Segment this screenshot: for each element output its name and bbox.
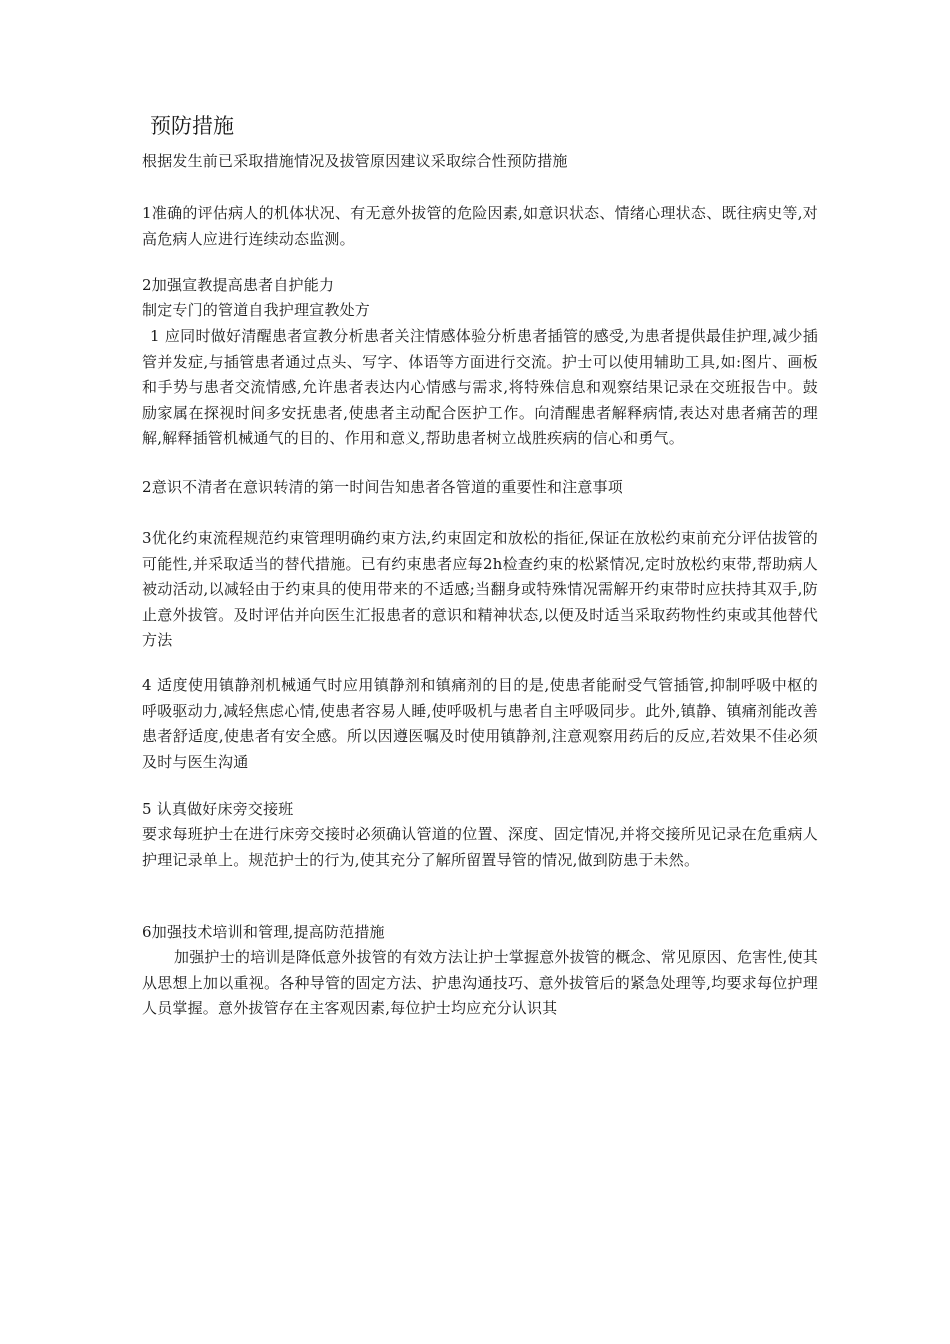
section-6-paragraph: 加强护士的培训是降低意外拔管的有效方法让护士掌握意外拔管的概念、常见原因、危害性,使其从思想上加以重视。各种导管的固定方法、护患沟通技巧、意外拔管后的紧急处理等,均要求每位护理人员掌握。意外拔管存在主客观因素,每位护士均应充分认识其 [142,948,818,1017]
section-5-heading: 5 认真做好床旁交接班 [142,800,294,818]
section-4-paragraph: 4 适度使用镇静剂机械通气时应用镇静剂和镇痛剂的目的是,使患者能耐受气管插管,抑制呼吸中枢的呼吸驱动力,减轻焦虑心情,使患者容易人睡,使呼吸机与患者自主呼吸同步。此外,镇静、镇痛剂能改善患者舒适度,使患者有安全感。所以因遵医嘱及时使用镇静剂,注意观察用药后的反应,若效果不佳必须及时与医生沟通 [142,676,818,771]
section-3-paragraph: 3优化约束流程规范约束管理明确约束方法,约束固定和放松的指征,保证在放松约束前充分评估拔管的可能性,并采取适当的替代措施。已有约束患者应每2h检查约束的松紧情况,定时放松约束带,帮助病人被动活动,以减轻由于约束具的使用带来的不适感;当翻身或特殊情况需解开约束带时应扶持其双手,防止意外拔管。及时评估并向医生汇报患者的意识和精神状态,以便及时适当采取药物性约束或其他替代方法 [142,529,818,649]
section-2-item-2: 2意识不清者在意识转清的第一时间告知患者各管道的重要性和注意事项 [142,478,623,496]
section-1-paragraph: 1准确的评估病人的机体状况、有无意外拔管的危险因素,如意识状态、情绪心理状态、既往病史等,对高危病人应进行连续动态监测。 [142,204,818,248]
section-2-subheading: 制定专门的管道自我护理宣教处方 [142,301,371,319]
page-title: 预防措施 [150,114,234,138]
section-6-heading: 6加强技术培训和管理,提高防范措施 [142,923,385,941]
section-2-item-1: 1 应同时做好清醒患者宣教分析患者关注情感体验分析患者插管的感受,为患者提供最佳护理,减少插管并发症,与插管患者通过点头、写字、体语等方面进行交流。护士可以使用辅助工具,如:图片、画板和手势与患者交流情感,允许患者表达内心情感与需求,将特殊信息和观察结果记录在交班报告中。鼓励家属在探视时间多安抚患者,使患者主动配合医护工作。向清醒患者解释病情,表达对患者痛苦的理解,解释插管机械通气的目的、作用和意义,帮助患者树立战胜疾病的信心和勇气。 [142,327,818,447]
intro-paragraph: 根据发生前已采取措施情况及拔管原因建议采取综合性预防措施 [142,152,568,170]
section-5-paragraph: 要求每班护士在进行床旁交接时必须确认管道的位置、深度、固定情况,并将交接所见记录在危重病人护理记录单上。规范护士的行为,使其充分了解所留置导管的情况,做到防患于未然。 [142,825,818,869]
section-2-heading: 2加强宣教提高患者自护能力 [142,276,335,294]
